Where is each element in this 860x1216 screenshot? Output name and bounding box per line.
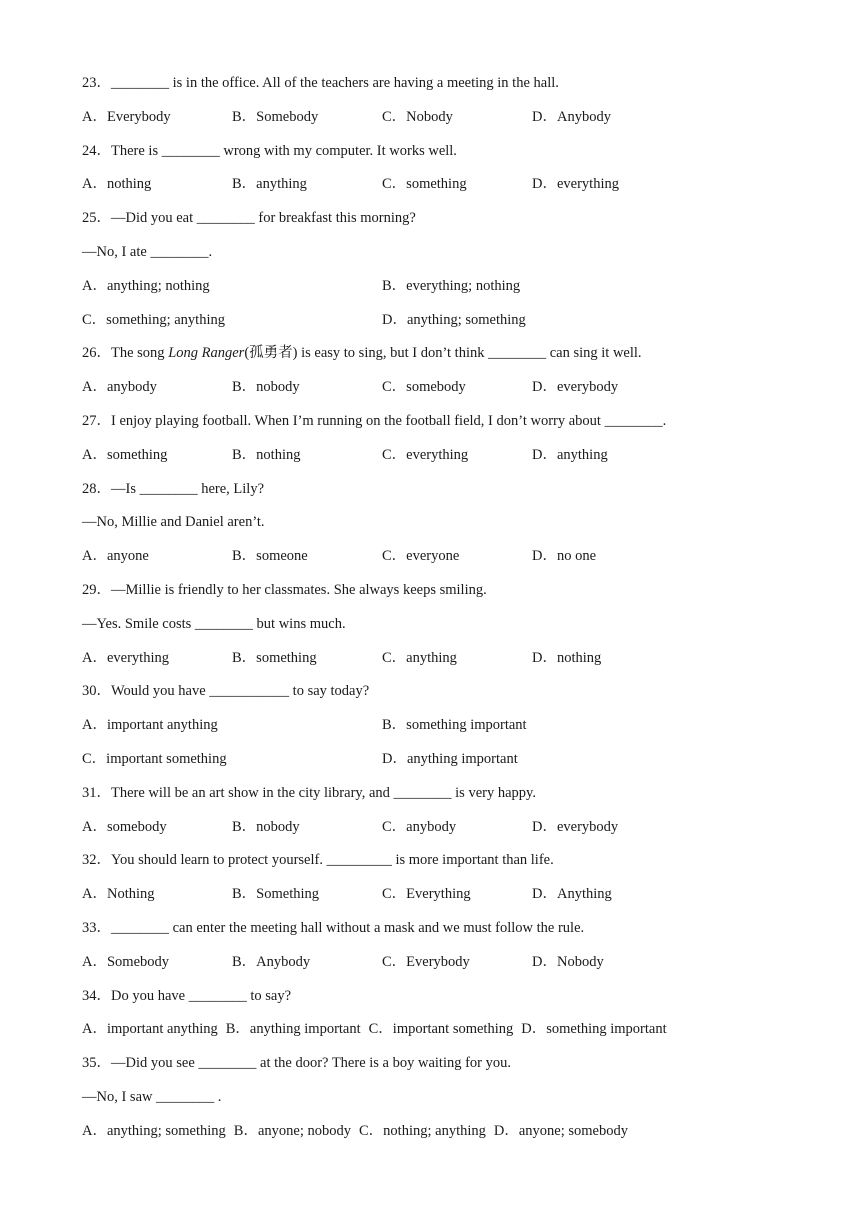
- option-c[interactable]: C．Nobody: [382, 108, 453, 125]
- option-a[interactable]: A．anyone: [82, 548, 149, 565]
- option-a[interactable]: A．everything: [82, 649, 169, 666]
- option-b[interactable]: B．anything: [232, 176, 307, 193]
- question-stem: [82, 343, 642, 363]
- stem-text: 31．There will be an art show in the city library, and ________ is very happy.: [82, 784, 536, 801]
- option-d[interactable]: D．Anybody: [532, 108, 611, 125]
- question-stem: [82, 850, 554, 870]
- stem-text: —No, I saw ________ .: [82, 1089, 222, 1105]
- stem-text: (孤勇者) is easy to sing, but I don’t think ________ can sing it well.: [244, 345, 642, 362]
- option-b[interactable]: B．someone: [232, 548, 308, 565]
- option-b[interactable]: B．nothing: [232, 446, 301, 463]
- question-stem: [82, 208, 416, 228]
- option-c[interactable]: C．everything: [382, 446, 469, 463]
- options-row: [82, 174, 782, 194]
- options-row: [82, 107, 782, 127]
- option-b[interactable]: B．nobody: [232, 379, 300, 396]
- stem-text: 27．I enjoy playing football. When I’m running on the football field, I don’t worry about ________.: [82, 413, 667, 429]
- option-b[interactable]: B．everything; nothing: [382, 277, 521, 294]
- option-a[interactable]: A．something: [82, 446, 168, 463]
- stem-text: 26．The song: [82, 345, 169, 362]
- dialogue-line: [82, 614, 346, 634]
- option-d[interactable]: D．everything: [532, 176, 619, 193]
- option-d[interactable]: D．something important: [521, 1021, 667, 1038]
- question-stem: [82, 986, 291, 1006]
- stem-text: 32．You should learn to protect yourself. _________ is more important than life.: [82, 852, 554, 869]
- option-b[interactable]: B．something: [232, 649, 317, 666]
- question-stem: [82, 783, 536, 803]
- option-b[interactable]: B．nobody: [232, 818, 300, 835]
- option-d[interactable]: D．Nobody: [532, 953, 604, 970]
- option-b[interactable]: B．anything important: [225, 1021, 361, 1038]
- option-c[interactable]: C．nothing; anything: [359, 1122, 486, 1139]
- question-stem: [82, 479, 264, 499]
- stem-text: 25．—Did you eat ________ for breakfast this morning?: [82, 210, 416, 227]
- song-title: Long Ranger: [168, 345, 245, 362]
- option-c[interactable]: C．important something: [368, 1021, 514, 1038]
- stem-text: 35．—Did you see ________ at the door? There is a boy waiting for you.: [82, 1055, 512, 1072]
- option-c[interactable]: C．something; anything: [82, 311, 225, 328]
- option-d[interactable]: D．anything important: [382, 751, 518, 767]
- option-c[interactable]: C．important something: [82, 751, 227, 767]
- options-row: [82, 884, 782, 904]
- question-stem: [82, 141, 457, 161]
- options-row: [82, 276, 782, 296]
- stem-text: —No, Millie and Daniel aren’t.: [82, 514, 265, 531]
- option-a[interactable]: A．nothing: [82, 176, 152, 193]
- option-a[interactable]: A．anything; nothing: [82, 277, 210, 294]
- option-d[interactable]: D．no one: [532, 548, 597, 565]
- question-stem: [82, 73, 559, 93]
- stem-text: 30．Would you have ___________ to say today?: [82, 683, 370, 700]
- stem-text: 34．Do you have ________ to say?: [82, 987, 292, 1004]
- option-d[interactable]: D．nothing: [532, 649, 602, 666]
- option-a[interactable]: A．important anything: [82, 1021, 218, 1038]
- option-b[interactable]: B．Something: [232, 886, 320, 903]
- options-row: [82, 648, 782, 668]
- option-d[interactable]: D．anything: [532, 446, 608, 463]
- option-c[interactable]: C．somebody: [382, 379, 466, 396]
- option-a[interactable]: A．Everybody: [82, 108, 171, 125]
- question-stem: [82, 681, 369, 701]
- options-row: [82, 1019, 667, 1039]
- options-row: [82, 817, 782, 837]
- option-c[interactable]: C．anything: [382, 649, 457, 666]
- options-row: [82, 377, 782, 397]
- option-c[interactable]: C．anybody: [382, 818, 457, 835]
- option-c[interactable]: C．Everybody: [382, 953, 470, 970]
- option-d[interactable]: D．everybody: [532, 379, 619, 396]
- option-a[interactable]: A．important anything: [82, 717, 218, 734]
- stem-text: 24．There is ________ wrong with my computer. It works well.: [82, 142, 457, 159]
- option-c[interactable]: C．everyone: [382, 548, 460, 565]
- option-c[interactable]: C．something: [382, 176, 467, 193]
- question-stem: [82, 1053, 511, 1073]
- option-a[interactable]: A．somebody: [82, 818, 167, 835]
- dialogue-line: [82, 512, 265, 532]
- stem-text: —No, I ate ________.: [82, 244, 213, 260]
- options-row: [82, 749, 782, 769]
- stem-text: 29．—Millie is friendly to her classmates. She always keeps smiling.: [82, 582, 487, 598]
- dialogue-line: [82, 242, 212, 262]
- option-b[interactable]: B．Anybody: [232, 953, 311, 970]
- options-row: [82, 952, 782, 972]
- question-stem: [82, 411, 666, 431]
- question-stem: [82, 580, 487, 600]
- option-a[interactable]: A．Nothing: [82, 886, 155, 903]
- option-c[interactable]: C．Everything: [382, 886, 471, 903]
- stem-text: 23．________ is in the office. All of the teachers are having a meeting in the hall.: [82, 75, 559, 91]
- options-row: [82, 715, 782, 735]
- option-d[interactable]: D．anyone; somebody: [493, 1122, 628, 1139]
- option-b[interactable]: B．Somebody: [232, 108, 319, 125]
- option-d[interactable]: D．Anything: [532, 886, 612, 903]
- option-a[interactable]: A．anybody: [82, 379, 157, 396]
- options-row: [82, 1121, 628, 1141]
- stem-text: 28．—Is ________ here, Lily?: [82, 480, 265, 497]
- stem-text: —Yes. Smile costs ________ but wins much.: [82, 615, 346, 632]
- option-d[interactable]: D．anything; something: [382, 311, 526, 328]
- options-row: [82, 445, 782, 465]
- option-b[interactable]: B．anyone; nobody: [233, 1122, 351, 1139]
- option-d[interactable]: D．everybody: [532, 818, 619, 835]
- option-a[interactable]: A．anything; something: [82, 1122, 226, 1139]
- options-row: [82, 310, 782, 330]
- option-a[interactable]: A．Somebody: [82, 953, 169, 970]
- question-stem: [82, 918, 584, 938]
- option-b[interactable]: B．something important: [382, 717, 527, 734]
- dialogue-line: [82, 1087, 221, 1107]
- stem-text: 33．________ can enter the meeting hall without a mask and we must follow the rule.: [82, 920, 585, 936]
- options-row: [82, 546, 782, 566]
